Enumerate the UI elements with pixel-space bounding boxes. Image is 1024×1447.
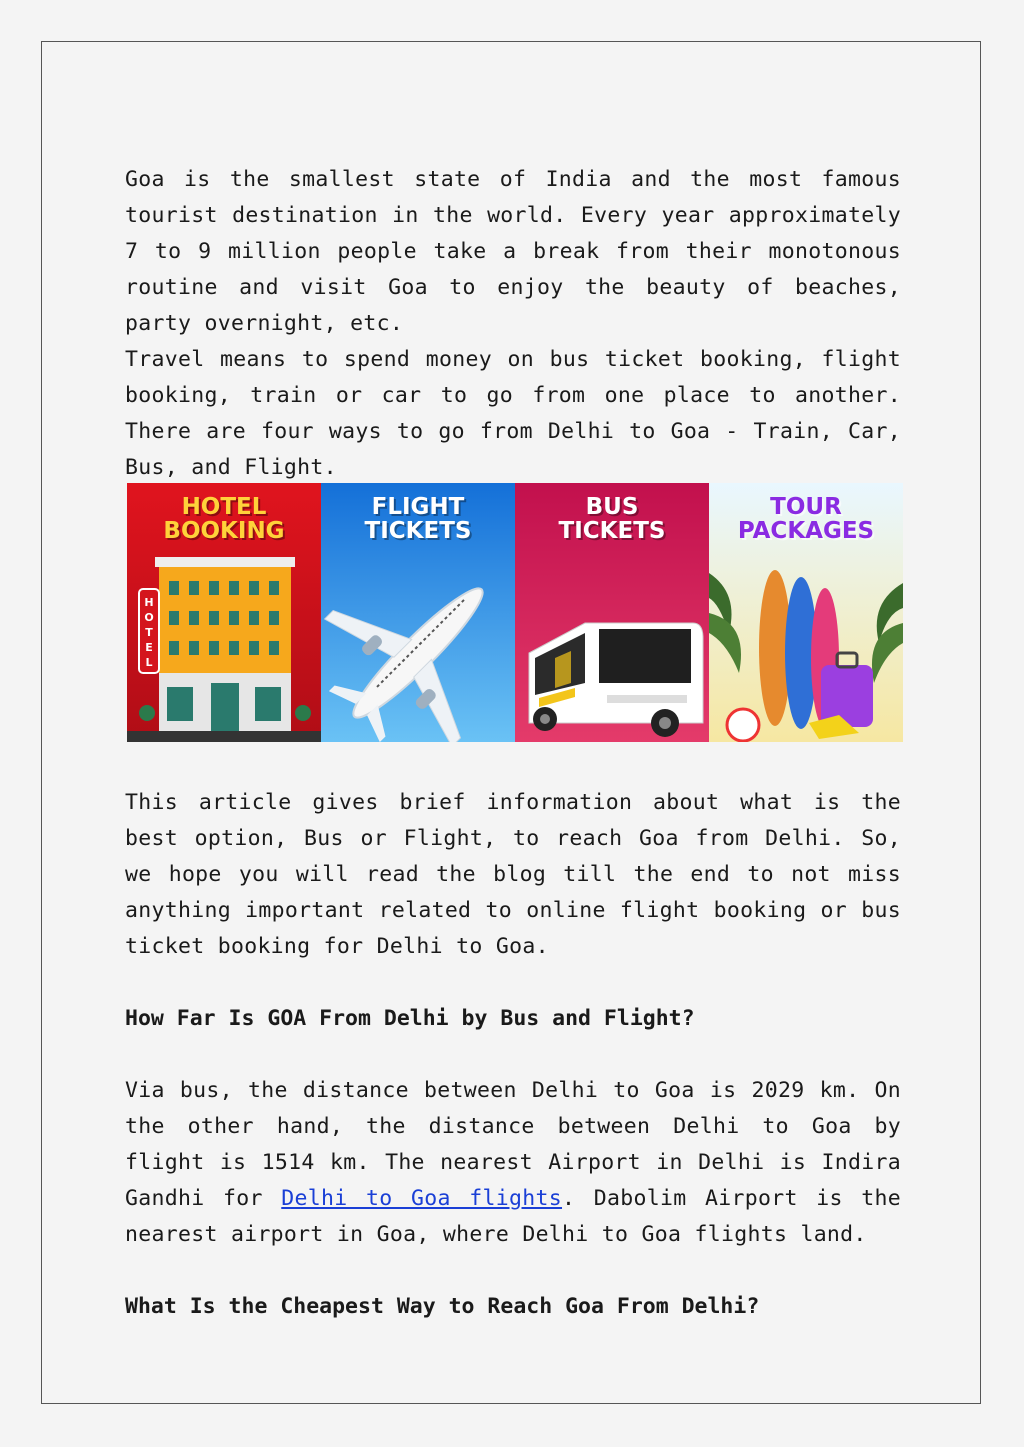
hotel-booking-panel bbox=[127, 483, 321, 742]
heading-distance: How Far Is GOA From Delhi by Bus and Flight? bbox=[125, 1006, 695, 1031]
flight-title-line2: TICKETS bbox=[364, 518, 472, 544]
tour-title-line2: PACKAGES bbox=[737, 518, 875, 544]
distance-paragraph bbox=[125, 1073, 901, 1253]
heading-cheapest-way: What Is the Cheapest Way to Reach Goa From Delhi? bbox=[125, 1294, 760, 1319]
tour-packages-panel bbox=[709, 483, 903, 742]
article-summary-paragraph: This article gives brief information about what is the best option, Bus or Flight, to reach Goa from Delhi. So, we hope you will read the blog till the end to not miss anything important related to online flight booking or bus ticket booking for Delhi to Goa. bbox=[125, 790, 901, 959]
airplane-icon bbox=[321, 483, 515, 742]
beach-vacation-icon bbox=[709, 483, 903, 742]
travel-paragraph: Travel means to spend money on bus ticket booking, flight booking, train or car to go from one place to another. There are four ways to go from Delhi to Goa - Train, Car, Bus, and Flight. bbox=[125, 347, 901, 480]
bus-tickets-panel bbox=[515, 483, 709, 742]
tour-title-line1: TOUR bbox=[770, 494, 842, 520]
bus-title-line1: BUS bbox=[585, 494, 639, 520]
bus-title-line2: TICKETS bbox=[558, 518, 666, 544]
hotel-sign-text: HOTEL bbox=[144, 596, 154, 669]
flight-title-line1: FLIGHT bbox=[371, 494, 465, 520]
travel-services-banner bbox=[127, 483, 903, 742]
distance-text-end: . Dabolim Airport is the nearest airport in Goa, where Delhi to Goa flights land. bbox=[125, 1186, 902, 1247]
intro-paragraph: Goa is the smallest state of India and the most famous tourist destination in the world. Every year approximately 7 to 9 million people take a break from their monotonous routine and visit Goa to enjoy the beauty of beaches, party overnight, etc. bbox=[125, 167, 901, 336]
delhi-goa-flights-link[interactable]: Delhi to Goa flights bbox=[281, 1186, 563, 1211]
flight-tickets-panel bbox=[321, 483, 515, 742]
hotel-title-line2: BOOKING bbox=[163, 518, 285, 544]
document-page bbox=[41, 41, 981, 1404]
distance-text-start: Via bus, the distance between Delhi to Goa is 2029 km. On the other hand, the distance between Delhi to Goa by flight is 1514 km. The nearest Airport in Delhi is Indira Gandhi for bbox=[125, 1078, 901, 1211]
hotel-building-icon bbox=[127, 483, 321, 742]
hotel-title-line1: HOTEL bbox=[181, 494, 267, 520]
bus-icon bbox=[515, 483, 709, 742]
